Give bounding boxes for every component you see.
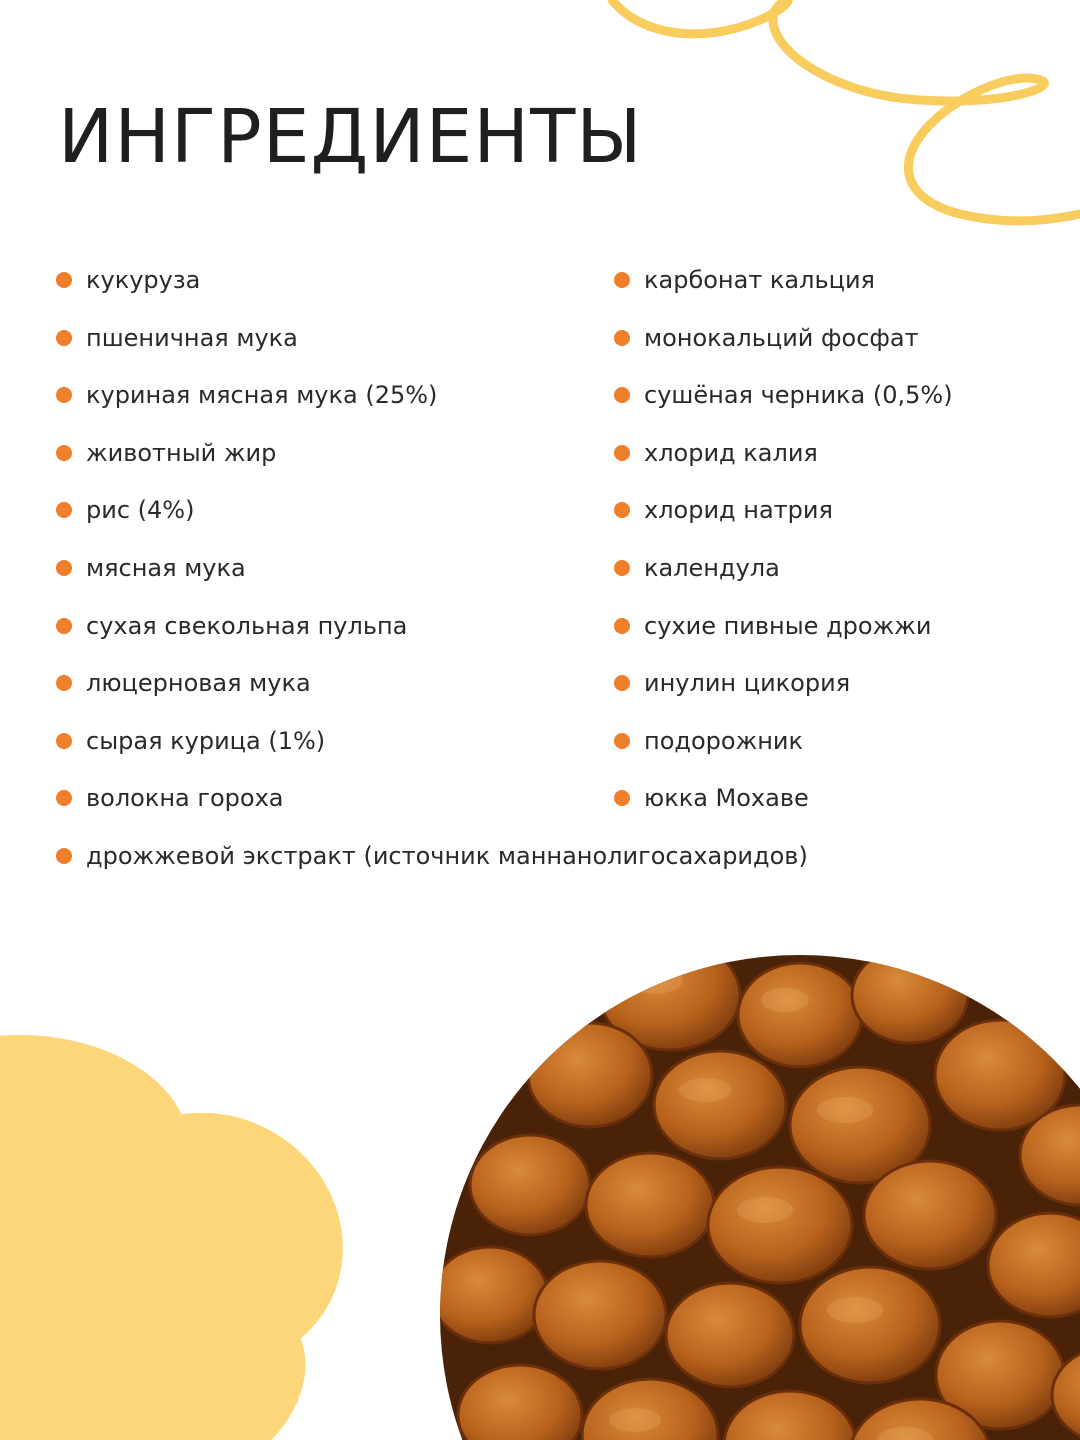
ingredient-item — [54, 770, 574, 828]
bullet-dot-icon — [56, 272, 72, 288]
ingredient-label: рис (4%) — [86, 496, 195, 525]
bullet-dot-icon — [614, 618, 630, 634]
bullet-dot-icon — [56, 387, 72, 403]
ingredient-label: подорожник — [644, 726, 803, 755]
bullet-dot-icon — [56, 445, 72, 461]
bullet-dot-icon — [614, 445, 630, 461]
bullet-dot-icon — [56, 848, 72, 864]
ingredient-label: волокна гороха — [86, 784, 284, 813]
bullet-dot-icon — [614, 502, 630, 518]
ingredient-label: сухие пивные дрожжи — [644, 611, 932, 640]
ingredient-label: сухая свекольная пульпа — [86, 611, 408, 640]
ingredient-item — [54, 540, 574, 598]
bullet-dot-icon — [56, 733, 72, 749]
bullet-dot-icon — [56, 675, 72, 691]
bullet-dot-icon — [56, 330, 72, 346]
ingredient-label: сушёная черника (0,5%) — [644, 381, 953, 410]
ingredient-item — [612, 310, 1072, 368]
ingredients-list-right — [612, 252, 1072, 828]
ingredient-item — [612, 367, 1072, 425]
ingredient-label: сырая курица (1%) — [86, 726, 326, 755]
bullet-dot-icon — [614, 675, 630, 691]
ingredient-item — [54, 425, 574, 483]
ingredient-item — [54, 598, 574, 656]
ingredient-item — [612, 655, 1072, 713]
ingredients-list-left — [54, 252, 574, 828]
ingredient-label: календула — [644, 553, 780, 582]
dry-food-kibble-photo — [440, 955, 1080, 1440]
ingredient-label: пшеничная мука — [86, 323, 298, 352]
bullet-dot-icon — [614, 272, 630, 288]
page-title: ИНГРЕДИЕНТЫ — [58, 94, 643, 180]
bullet-dot-icon — [614, 560, 630, 576]
bullet-dot-icon — [614, 387, 630, 403]
ingredient-item — [54, 828, 1034, 886]
ingredient-item — [54, 367, 574, 425]
ingredient-item — [54, 655, 574, 713]
ingredient-item — [54, 482, 574, 540]
ingredient-label: кукуруза — [86, 266, 201, 294]
decorative-flower — [0, 1000, 420, 1440]
ingredient-item — [612, 598, 1072, 656]
ingredient-label: карбонат кальция — [644, 266, 875, 294]
ingredient-label: хлорид калия — [644, 438, 818, 467]
ingredient-label: куриная мясная мука (25%) — [86, 381, 438, 410]
ingredient-item — [54, 252, 574, 310]
bullet-dot-icon — [56, 790, 72, 806]
bullet-dot-icon — [56, 560, 72, 576]
ingredient-item — [612, 425, 1072, 483]
bullet-dot-icon — [56, 618, 72, 634]
ingredient-label: инулин цикория — [644, 669, 851, 698]
ingredient-label: монокальций фосфат — [644, 323, 919, 352]
ingredient-label: люцерновая мука — [86, 669, 311, 698]
ingredient-item — [54, 713, 574, 771]
ingredient-item — [612, 713, 1072, 771]
ingredient-label: мясная мука — [86, 553, 246, 582]
ingredient-item — [612, 482, 1072, 540]
ingredients-list-full-width — [54, 828, 1034, 886]
ingredient-label: дрожжевой экстракт (источник маннанолигосахаридов) — [86, 842, 808, 870]
ingredient-item — [612, 770, 1072, 828]
ingredient-label: животный жир — [86, 438, 277, 467]
ingredient-label: хлорид натрия — [644, 496, 833, 525]
bullet-dot-icon — [614, 330, 630, 346]
ingredient-item — [612, 252, 1072, 310]
bullet-dot-icon — [614, 733, 630, 749]
ingredient-label: юкка Мохаве — [644, 784, 809, 813]
bullet-dot-icon — [56, 502, 72, 518]
ingredient-item — [54, 310, 574, 368]
ingredient-item — [612, 540, 1072, 598]
bullet-dot-icon — [614, 790, 630, 806]
